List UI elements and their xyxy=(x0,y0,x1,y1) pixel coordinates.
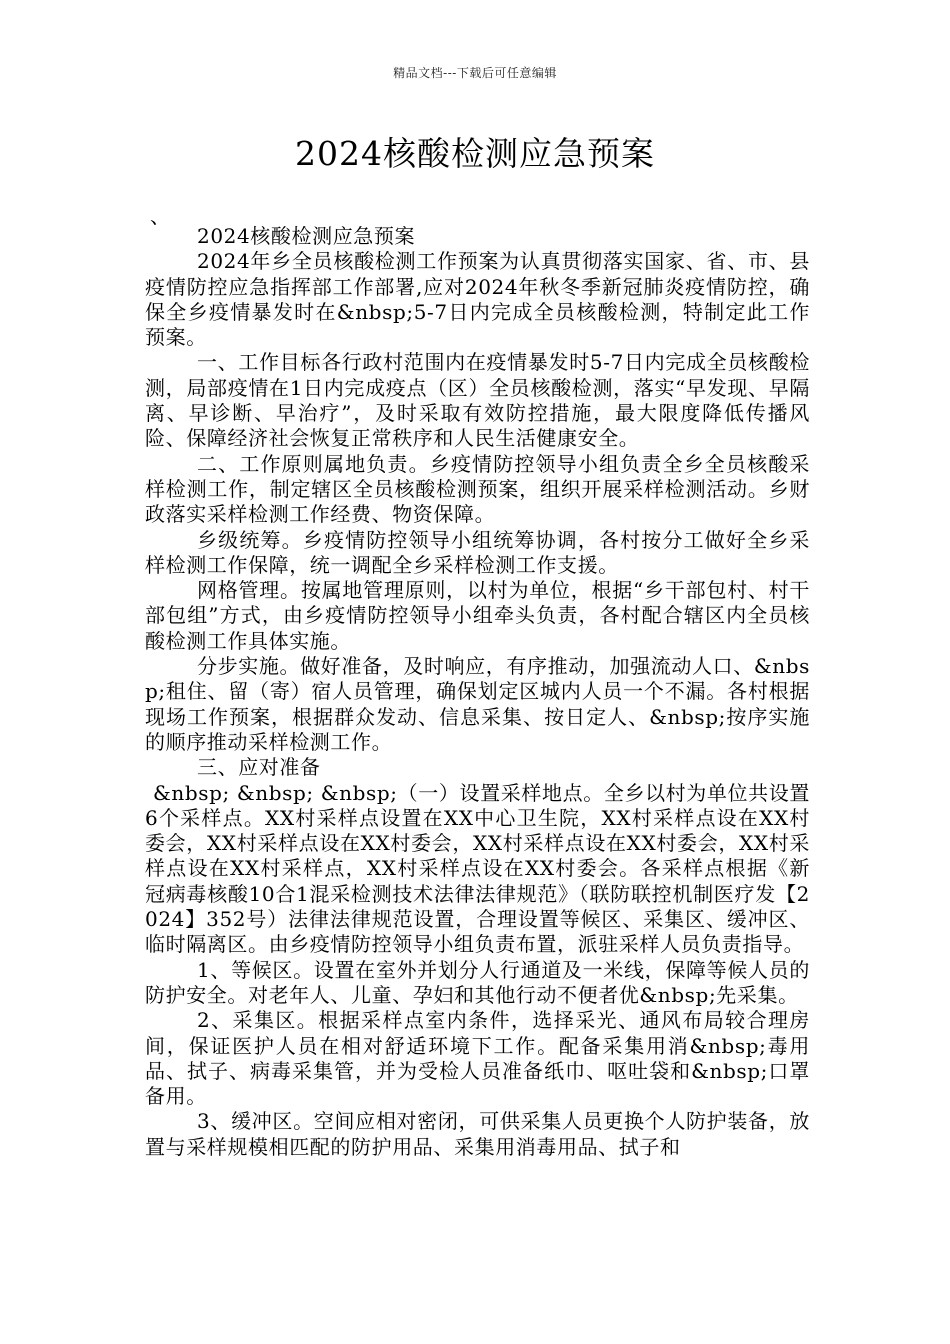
section-heading: 三、应对准备 xyxy=(197,755,321,780)
header-note: 精品文档---下载后可任意编辑 xyxy=(393,66,557,80)
grid-management-paragraph: 网格管理。按属地管理原则，以村为单位，根据“乡干部包村、村干部包组”方式，由乡疫情防控领导小组牵头负责，各村配合辖区内全员核酸检测工作具体实施。 xyxy=(145,578,810,653)
principle-paragraph: 二、工作原则属地负责。乡疫情防控领导小组负责全乡全员核酸采样检测工作，制定辖区全员核酸检测预案，组织开展采样检测活动。乡财政落实采样检测工作经费、物资保障。 xyxy=(145,451,810,527)
list-mark: 、 xyxy=(150,204,170,228)
sampling-sites-paragraph: &nbsp; &nbsp; &nbsp;（一）设置采样地点。全乡以村为单位共设置6个采样点。XX村采样点设置在XX中心卫生院，XX村采样点设在XX村委会，XX村采样点设在XX村委会，XX村采样点设在XX村委会，XX村采样点设在XX村采样点，XX村采样点设在XX村委会。各采样点根据《新冠病毒核酸10合1混采检测技术法律法律规范》（联防联控机制医疗发【2024】352号）法律法律规范设置，合理设置等候区、采集区、缓冲区、临时隔离区。由乡疫情防控领导小组负责布置，派驻采样人员负责指导。 xyxy=(145,780,810,957)
goal-paragraph: 一、工作目标各行政村范围内在疫情暴发时5-7日内完成全员核酸检测，局部疫情在1日内完成疫点（区）全员核酸检测，落实“早发现、早隔离、早诊断、早治疗”，及时采取有效防控措施，最大限度降低传播风险、保障经济社会恢复正常秩序和人民生活健康安全。 xyxy=(145,350,810,451)
document-title: 2024核酸检测应急预案 xyxy=(295,134,655,173)
buffer-area-paragraph: 3、缓冲区。空间应相对密闭，可供采集人员更换个人防护装备，放置与采样规模相匹配的防护用品、采集用消毒用品、拭子和 xyxy=(145,1109,810,1159)
collection-area-paragraph: 2、采集区。根据采样点室内条件，选择采光、通风布局较合理房间，保证医护人员在相对舒适环境下工作。配备采集用消&nbsp;毒用品、拭子、病毒采集管，并为受检人员准备纸巾、呕吐袋和&nbsp;口罩备用。 xyxy=(145,1008,810,1109)
intro-paragraph: 2024年乡全员核酸检测工作预案为认真贯彻落实国家、省、市、县疫情防控应急指挥部工作部署,应对2024年秋冬季新冠肺炎疫情防控，确保全乡疫情暴发时在&nbsp;5-7日内完成全员核酸检测，特制定此工作预案。 xyxy=(145,249,810,350)
document-body xyxy=(145,224,810,1160)
waiting-area-paragraph: 1、等候区。设置在室外并划分人行通道及一米线，保障等候人员的防护安全。对老年人、儿童、孕妇和其他行动不便者优&nbsp;先采集。 xyxy=(145,957,810,1007)
subtitle-paragraph: 2024核酸检测应急预案 xyxy=(197,224,416,248)
stepwise-paragraph: 分步实施。做好准备，及时响应，有序推动，加强流动人口、&nbsp;租住、留（寄）宿人员管理，确保划定区城内人员一个不漏。各村根据现场工作预案，根据群众发动、信息采集、按日定人、&nbsp;按序实施的顺序推动采样检测工作。 xyxy=(145,654,810,754)
coordination-paragraph: 乡级统筹。乡疫情防控领导小组统筹协调，各村按分工做好全乡采样检测工作保障，统一调配全乡采样检测工作支援。 xyxy=(145,527,810,577)
